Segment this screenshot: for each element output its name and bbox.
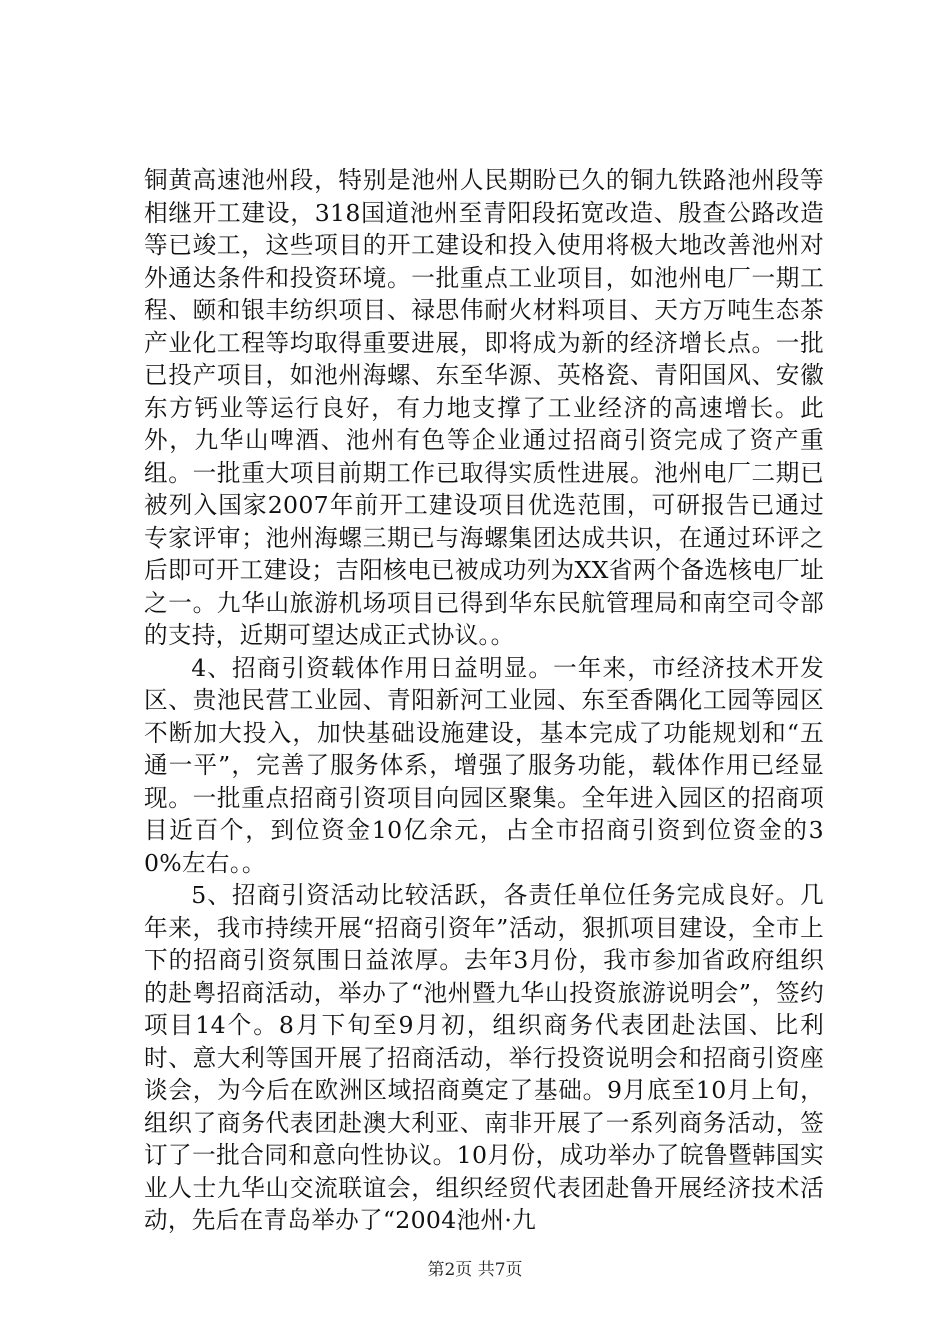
paragraph-item-5: 5、招商引资活动比较活跃，各责任单位任务完成良好。几年来，我市持续开展“招商引资年”活动，狠抓项目建设，全市上下的招商引资氛围日益浓厚。去年3月份，我市参加省政府组织的赴粤招商活动，举办了“池州暨九华山投资旅游说明会”，签约项目14个。8月下旬至9月初，组织商务代表团赴法国、比利时、意大利等国开展了招商活动，举行投资说明会和招商引资座谈会，为今后在欧洲区域招商奠定了基础。9月底至10月上旬，组织了商务代表团赴澳大利亚、南非开展了一系列商务活动，签订了一批合同和意向性协议。10月份，成功举办了皖鲁暨韩国实业人士九华山交流联谊会，组织经贸代表团赴鲁开展经济技术活动，先后在青岛举办了“2004池州·九 — [144, 881, 824, 1234]
paragraph-item-4: 4、招商引资载体作用日益明显。一年来，市经济技术开发区、贵池民营工业园、青阳新河工业园、东至香隅化工园等园区不断加大投入，加快基础设施建设，基本完成了功能规划和“五通一平”，完善了服务体系，增强了服务功能，载体作用已经显现。一批重点招商引资项目向园区聚集。全年进入园区的招商项目近百个，到位资金10亿余元，占全市招商引资到位资金的30%左右。。 — [144, 653, 824, 877]
paragraph-continuation: 铜黄高速池州段，特别是池州人民期盼已久的铜九铁路池州段等相继开工建设，318国道池州至青阳段拓宽改造、殷查公路改造等已竣工，这些项目的开工建设和投入使用将极大地改善池州对外通达条件和投资环境。一批重点工业项目，如池州电厂一期工程、颐和银丰纺织项目、禄思伟耐火材料项目、天方万吨生态茶产业化工程等均取得重要进展，即将成为新的经济增长点。一批已投产项目，如池州海螺、东至华源、英格瓷、青阳国风、安徽东方钙业等运行良好，有力地支撑了工业经济的高速增长。此外，九华山啤酒、池州有色等企业通过招商引资完成了资产重组。一批重大项目前期工作已取得实质性进展。池州电厂二期已被列入国家2007年前开工建设项目优选范围，可研报告已通过专家评审；池州海螺三期已与海螺集团达成共识，在通过环评之后即可开工建设；吉阳核电已被成功列为XX省两个备选核电厂址之一。九华山旅游机场项目已得到华东民航管理局和南空司令部的支持，近期可望达成正式协议。。 — [144, 166, 824, 649]
page-number-footer: 第2页 共7页 — [427, 1260, 523, 1280]
body-text — [144, 164, 824, 1237]
